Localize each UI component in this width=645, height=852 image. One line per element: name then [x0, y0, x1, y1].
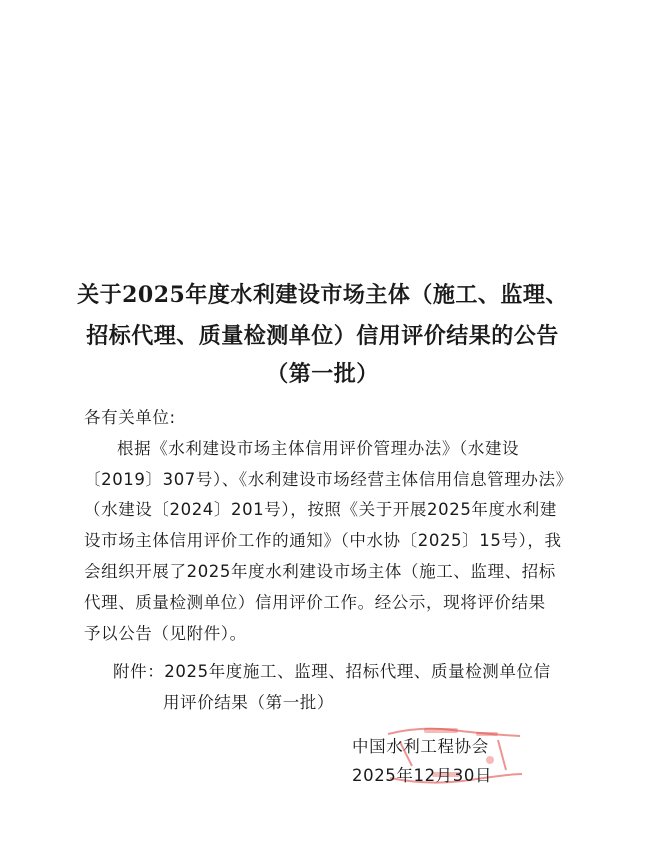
body-line: （水建设〔2024〕201号），按照《关于开展2025年度水利建 [84, 500, 557, 519]
body-line: 〔2019〕307号）、《水利建设市场经营主体信用信息管理办法》 [84, 470, 573, 489]
attachment-line-2: 用评价结果（第一批） [163, 693, 334, 712]
issuer-organization: 中国水利工程协会 [352, 737, 489, 756]
announcement-title-line-1: 关于2025年度水利建设市场主体（施工、监理、 [77, 282, 568, 308]
announcement-title-line-2: 招标代理、质量检测单位）信用评价结果的公告 [86, 323, 559, 349]
body-line: 设市场主体信用评价工作的通知》（中水协〔2025〕15号），我 [84, 531, 562, 550]
body-line: 予以公告（见附件）。 [84, 624, 247, 643]
body-line: 根据《水利建设市场主体信用评价管理办法》（水建设 [117, 439, 520, 458]
body-line: 代理、质量检测单位）信用评价工作。经公示，现将评价结果 [84, 593, 546, 612]
announcement-title-line-3: （第一批） [266, 361, 379, 387]
salutation: 各有关单位: [84, 408, 176, 427]
issue-date: 2025年12月30日 [352, 766, 493, 785]
attachment-line-1: 附件：2025年度施工、监理、招标代理、质量检测单位信 [113, 662, 551, 681]
body-line: 会组织开展了2025年度水利建设市场主体（施工、监理、招标 [84, 562, 556, 581]
